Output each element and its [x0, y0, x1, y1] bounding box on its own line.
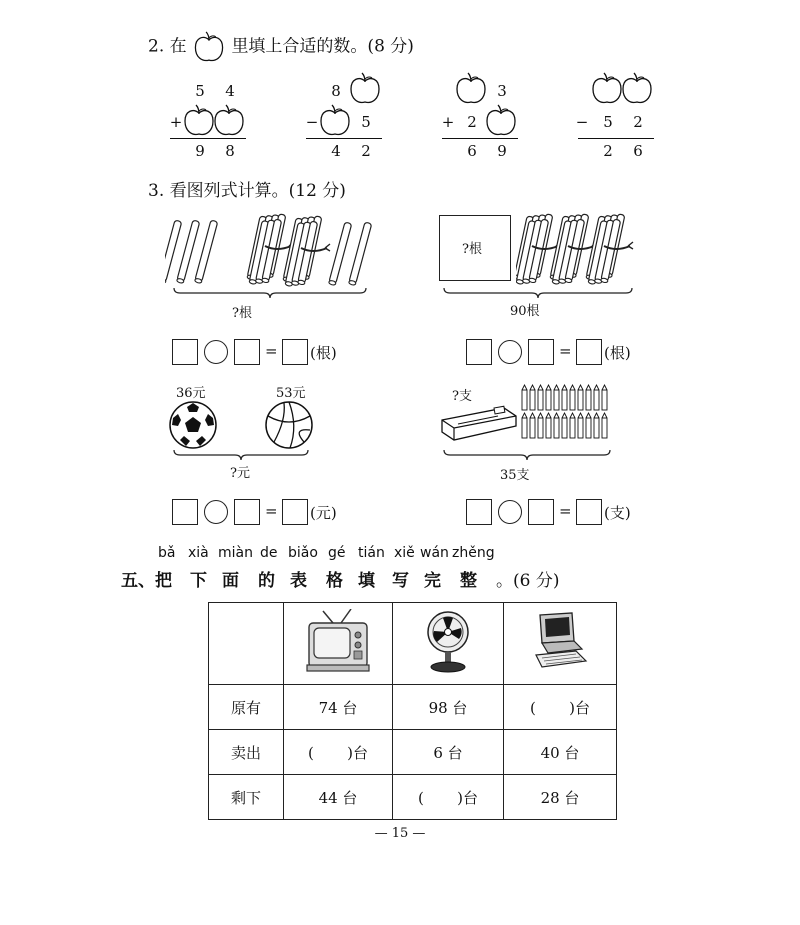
q5-points: 。(6 分) — [496, 571, 560, 591]
q5-char: 写 — [392, 571, 409, 591]
apple-icon — [194, 31, 224, 63]
basketball-price: 53元 — [276, 386, 306, 401]
answer-box[interactable] — [576, 499, 602, 525]
soccer-ball-price: 36元 — [176, 386, 206, 401]
brace-icon — [442, 286, 634, 300]
digit: 2 — [361, 142, 371, 160]
q5-char: 表 — [290, 571, 307, 591]
digit: 5 — [361, 113, 371, 131]
answer-box[interactable] — [466, 339, 492, 365]
pinyin: wán — [420, 545, 449, 561]
tv-header-cell — [284, 603, 393, 685]
answer-box[interactable] — [234, 339, 260, 365]
equals-sign: = — [265, 342, 278, 360]
fan-header-cell — [393, 603, 504, 685]
q5-char: 完 — [424, 571, 441, 591]
pinyin: biǎo — [288, 545, 318, 561]
digit: 9 — [195, 142, 205, 160]
q2-title-suffix: 里填上合适的数。(8 分) — [231, 36, 414, 57]
operator: − — [575, 113, 589, 131]
pinyin: xiě — [394, 545, 415, 561]
row-label-original: 原有 — [209, 685, 284, 730]
pinyin: tián — [358, 545, 385, 561]
basketball-icon — [264, 400, 314, 450]
digit: 5 — [603, 113, 613, 131]
fan-icon — [423, 610, 473, 674]
page-number: — 15 — — [374, 826, 426, 841]
answer-box[interactable] — [576, 339, 602, 365]
equals-sign: = — [559, 342, 572, 360]
apple-blank-icon[interactable] — [456, 72, 486, 105]
sticks-left-total-label: ?根 — [232, 306, 252, 321]
digit: 2 — [633, 113, 643, 131]
cell-tv-original: 74 台 — [284, 685, 393, 730]
q2-title — [148, 31, 414, 63]
operator-circle[interactable] — [498, 500, 522, 524]
cell-computer-remaining: 28 台 — [504, 775, 617, 820]
apple-blank-icon[interactable] — [486, 104, 516, 137]
digit: 6 — [633, 142, 643, 160]
table-row — [209, 730, 617, 775]
cell-tv-remaining: 44 台 — [284, 775, 393, 820]
operator-circle[interactable] — [204, 340, 228, 364]
pinyin: gé — [328, 545, 346, 561]
answer-box[interactable] — [528, 499, 554, 525]
q5-char: 填 — [358, 571, 375, 591]
operator: + — [441, 113, 455, 131]
pinyin: bǎ — [158, 545, 176, 561]
pinyin: zhěng — [452, 545, 495, 561]
equals-sign: = — [265, 502, 278, 520]
digit: 2 — [467, 113, 477, 131]
operator-circle[interactable] — [498, 340, 522, 364]
operator: − — [305, 113, 319, 131]
row-label-sold: 卖出 — [209, 730, 284, 775]
digit: 8 — [225, 142, 235, 160]
computer-header-cell — [504, 603, 617, 685]
answer-box[interactable] — [466, 499, 492, 525]
operator: + — [169, 113, 183, 131]
cell-tv-sold-blank[interactable]: ( )台 — [284, 730, 393, 775]
brace-icon — [172, 448, 310, 462]
pencil-case-icon — [438, 400, 520, 444]
digit: 4 — [225, 82, 235, 100]
q5-char: 整 — [460, 571, 477, 591]
q5-char: 格 — [326, 571, 343, 591]
apple-blank-icon[interactable] — [320, 104, 350, 137]
answer-box[interactable] — [282, 499, 308, 525]
apple-blank-icon[interactable] — [184, 104, 214, 137]
answer-box[interactable] — [172, 339, 198, 365]
unit-label: (支) — [604, 504, 631, 522]
table-row — [209, 775, 617, 820]
pinyin: xià — [188, 545, 209, 561]
q3-title: 3. 看图列式计算。(12 分) — [148, 181, 346, 201]
table-row — [209, 685, 617, 730]
tv-icon — [303, 609, 373, 675]
equals-sign: = — [559, 502, 572, 520]
pencils-total-label: 35支 — [500, 468, 530, 483]
answer-box[interactable] — [282, 339, 308, 365]
soccer-ball-icon — [168, 400, 218, 450]
digit: 5 — [195, 82, 205, 100]
apple-blank-icon[interactable] — [350, 72, 380, 105]
row-label-remaining: 剩下 — [209, 775, 284, 820]
pencil-box-label: ?支 — [452, 389, 472, 404]
q5-char: 面 — [222, 571, 239, 591]
answer-box[interactable] — [528, 339, 554, 365]
digit: 4 — [331, 142, 341, 160]
q2-title-prefix: 2. 在 — [148, 36, 187, 57]
digit: 6 — [467, 142, 477, 160]
operator-circle[interactable] — [204, 500, 228, 524]
sticks-right-total-label: 90根 — [510, 304, 540, 319]
unit-label: (元) — [310, 504, 337, 522]
pinyin: de — [260, 545, 278, 561]
pinyin: miàn — [218, 545, 253, 561]
apple-blank-icon[interactable] — [214, 104, 244, 137]
table-corner-cell — [209, 603, 284, 685]
unit-label: (根) — [604, 344, 631, 362]
apple-blank-icon[interactable] — [592, 72, 622, 105]
digit: 3 — [497, 82, 507, 100]
cell-fan-remaining-blank[interactable]: ( )台 — [393, 775, 504, 820]
unit-label: (根) — [310, 344, 337, 362]
inventory-table — [208, 602, 617, 820]
apple-blank-icon[interactable] — [622, 72, 652, 105]
q5-char: 的 — [258, 571, 275, 591]
digit: 9 — [497, 142, 507, 160]
pencils-icon — [520, 384, 616, 444]
sticks-picture-left — [165, 208, 385, 293]
cell-fan-original: 98 台 — [393, 685, 504, 730]
cell-computer-sold: 40 台 — [504, 730, 617, 775]
brace-icon — [442, 448, 612, 462]
digit: 2 — [603, 142, 613, 160]
digit: 8 — [331, 82, 341, 100]
unknown-sticks-box-label: ?根 — [462, 242, 482, 257]
sticks-bundles-right — [516, 208, 656, 293]
unknown-sticks-box — [439, 215, 511, 281]
balls-total-label: ?元 — [230, 466, 250, 481]
answer-box[interactable] — [172, 499, 198, 525]
brace-icon — [172, 286, 368, 300]
answer-box[interactable] — [234, 499, 260, 525]
q5-char: 五、把 — [121, 571, 172, 591]
cell-fan-sold: 6 台 — [393, 730, 504, 775]
q5-char: 下 — [190, 571, 207, 591]
computer-icon — [532, 611, 588, 673]
cell-computer-original-blank[interactable]: ( )台 — [504, 685, 617, 730]
